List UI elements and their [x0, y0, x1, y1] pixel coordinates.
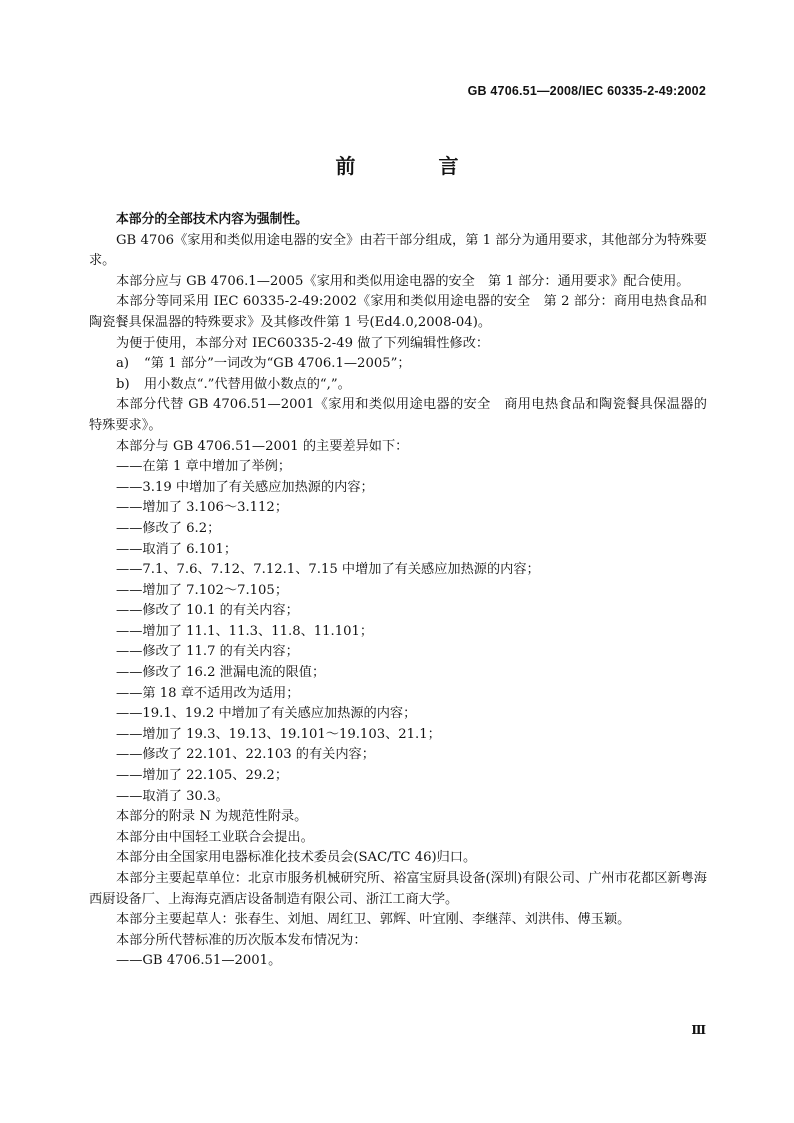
paragraph: 本部分由全国家用电器标准化技术委员会(SAC/TC 46)归口。: [116, 850, 477, 866]
paragraph: 本部分与 GB 4706.51—2001 的主要差异如下：: [116, 438, 409, 454]
difference-item: ——GB 4706.51—2001。: [116, 953, 282, 969]
paragraph: 为便于使用，本部分对 IEC60335-2-49 做了下列编辑性修改：: [116, 335, 490, 351]
edit-item: [89, 354, 707, 375]
difference-item: ——修改了 22.101、22.103 的有关内容；: [116, 747, 375, 763]
difference-item: ——增加了 19.3、19.13、19.101～19.103、21.1；: [116, 726, 441, 742]
paragraph: 本部分主要起草单位：北京市服务机械研究所、裕富宝厨具设备(深圳)有限公司、广州市花都区新粤海西厨设备厂、上海海克酒店设备制造有限公司、浙江工商大学。: [89, 871, 707, 907]
paragraph: GB 4706《家用和类似用途电器的安全》由若干部分组成，第 1 部分为通用要求，其他部分为特殊要求。: [89, 232, 707, 269]
difference-item: ——第 18 章不适用改为适用；: [116, 685, 300, 701]
edit-item-label: a): [116, 356, 130, 372]
paragraph: 本部分的附录 N 为规范性附录。: [116, 809, 308, 825]
difference-item: ——取消了 6.101；: [116, 541, 238, 557]
difference-item: ——增加了 7.102～7.105；: [116, 582, 289, 598]
difference-item: ——修改了 6.2；: [116, 520, 221, 536]
paragraph: 本部分应与 GB 4706.1—2005《家用和类似用途电器的安全 第 1 部分：通用要求》配合使用。: [116, 273, 690, 289]
paragraph: 本部分主要起草人：张春生、刘旭、周红卫、郭辉、叶宜刚、李继萍、刘洪伟、傅玉颖。: [116, 912, 631, 928]
difference-item: ——修改了 16.2 泄漏电流的限值；: [116, 665, 326, 681]
edit-item: [89, 375, 707, 396]
paragraph: 本部分由中国轻工业联合会提出。: [116, 829, 314, 845]
difference-item: ——增加了 22.105、29.2；: [116, 768, 289, 784]
edit-item-text: “第 1 部分”一词改为“GB 4706.1—2005”；: [144, 356, 411, 372]
foreword-body: [89, 210, 707, 972]
difference-item: ——修改了 10.1 的有关内容；: [116, 603, 299, 619]
edit-item-text: 用小数点“.”代替用做小数点的“,”。: [144, 376, 351, 392]
difference-item: ——在第 1 章中增加了举例；: [116, 459, 292, 475]
edit-item-label: b): [116, 376, 130, 392]
paragraph: 本部分所代替标准的历次版本发布情况为：: [116, 932, 367, 948]
difference-item: ——修改了 11.7 的有关内容；: [116, 644, 299, 660]
page-title: 前 言: [335, 154, 497, 178]
difference-item: ——19.1、19.2 中增加了有关感应加热源的内容；: [116, 706, 417, 722]
difference-item: ——7.1、7.6、7.12、7.12.1、7.15 中增加了有关感应加热源的内容；: [116, 562, 540, 578]
difference-item: ——增加了 3.106～3.112；: [116, 500, 289, 516]
mandatory-statement: 本部分的全部技术内容为强制性。: [116, 212, 308, 227]
page-number: Ⅲ: [691, 1023, 706, 1037]
difference-item: ——增加了 11.1、11.3、11.8、11.101；: [116, 623, 374, 639]
paragraph: 本部分代替 GB 4706.51—2001《家用和类似用途电器的安全 商用电热食品和陶瓷餐具保温器的特殊要求》。: [89, 397, 707, 433]
difference-item: ——取消了 30.3。: [116, 788, 229, 804]
standard-number-header: GB 4706.51—2008/IEC 60335-2-49:2002: [467, 84, 706, 98]
difference-item: ——3.19 中增加了有关感应加热源的内容；: [116, 479, 374, 495]
paragraph: 本部分等同采用 IEC 60335-2-49:2002《家用和类似用途电器的安全 第 2 部分：商用电热食品和陶瓷餐具保温器的特殊要求》及其修改件第 1 号(Ed4.0,2008-04)。: [89, 294, 707, 330]
